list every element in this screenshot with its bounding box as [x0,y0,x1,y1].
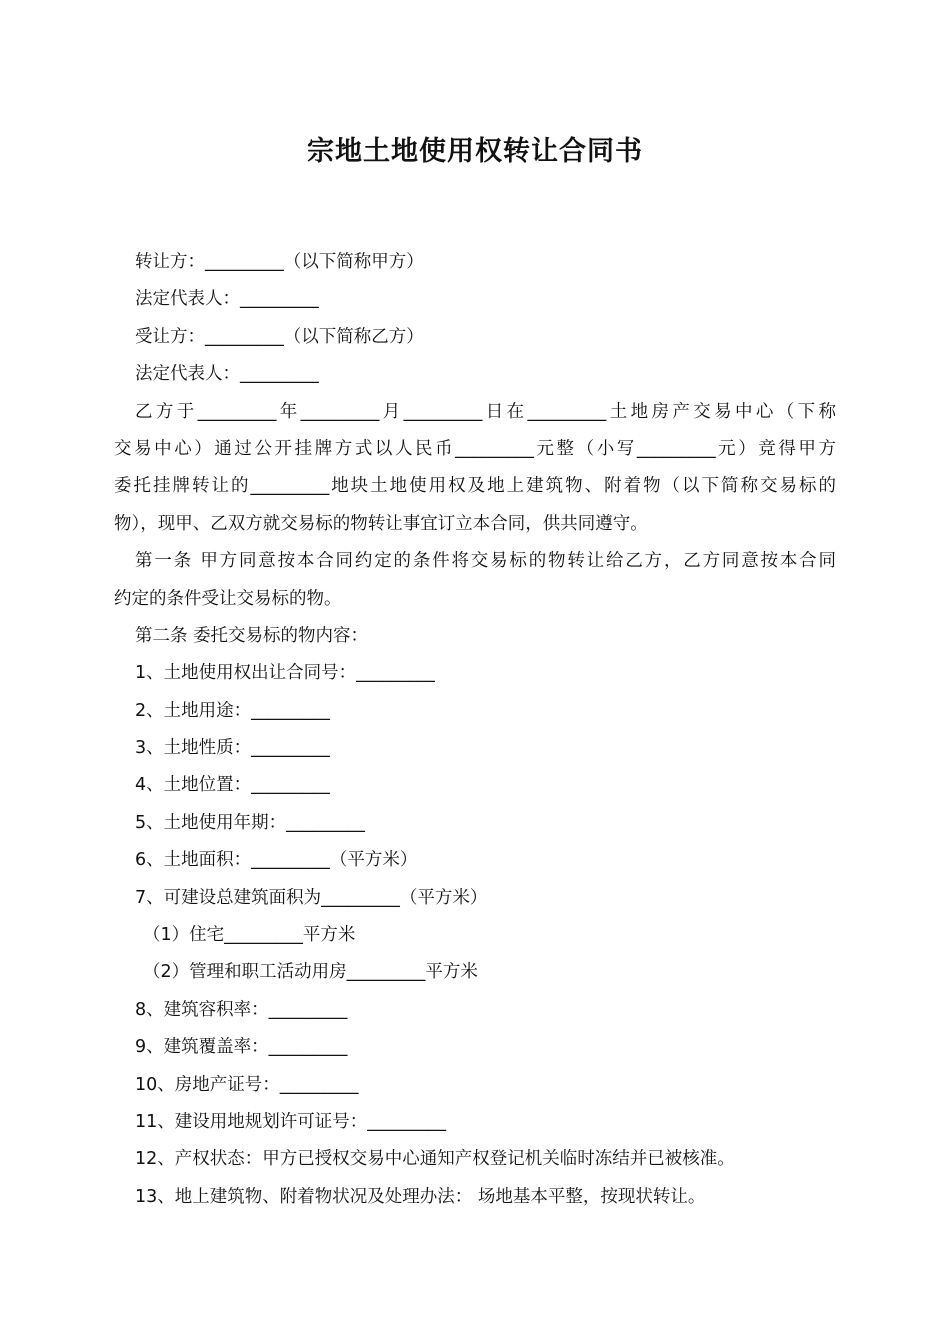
document-body [114,244,836,1216]
preamble-paragraph [114,394,836,544]
list-item: 8、建筑容积率：_________ [135,999,348,1020]
sub-list-item: （1）住宅_________平方米 [143,925,356,946]
list-item: 10、房地产证号：_________ [135,1074,359,1095]
list-item: 7、可建设总建筑面积为_________（平方米） [135,887,488,908]
list-item: 5、土地使用年期：_________ [135,812,365,833]
preamble-line: 物），现甲、乙双方就交易标的物转让事宜订立本合同，供共同遵守。 [114,513,648,534]
list-item: 9、建筑覆盖率：_________ [135,1037,348,1058]
list-item: 13、地上建筑物、附着物状况及处理办法： 场地基本平整，按现状转让。 [135,1186,706,1207]
transferor-representative-line: 法定代表人：_________ [135,289,319,310]
sub-list-item: （2）管理和职工活动用房_________平方米 [143,962,478,983]
list-item: 12、产权状态：甲方已授权交易中心通知产权登记机关临时冻结并已被核准。 [135,1149,735,1170]
preamble-line: 乙方于_________年_________月_________日在_________土地房产交易中心（下称 [135,401,836,422]
list-item: 6、土地面积：_________（平方米） [135,850,418,871]
article-1-line: 第一条 甲方同意按本合同约定的条件将交易标的物转让给乙方，乙方同意按本合同 [135,551,836,572]
list-item: 2、土地用途：_________ [135,700,330,721]
document-title: 宗地土地使用权转让合同书 [307,136,643,167]
article-1 [114,543,836,618]
preamble-line: 交易中心）通过公开挂牌方式以人民币_________元整（小写_________元）竞得甲方 [114,438,836,459]
article-1-line: 约定的条件受让交易标的物。 [114,588,342,609]
transferee-representative-line: 法定代表人：_________ [135,364,319,385]
list-item: 4、土地位置：_________ [135,775,330,796]
transferee-line: 受让方：_________（以下简称乙方） [135,326,424,347]
list-item: 11、建设用地规划许可证号：_________ [135,1111,447,1132]
transferor-line: 转让方：_________（以下简称甲方） [135,252,424,272]
list-item: 3、土地性质：_________ [135,738,330,759]
preamble-line: 委托挂牌转让的_________地块土地使用权及地上建筑物、附着物（以下简称交易标的 [114,476,836,497]
article-2-heading: 第二条 委托交易标的物内容： [135,625,369,646]
list-item: 1、土地使用权出让合同号：_________ [135,663,435,684]
